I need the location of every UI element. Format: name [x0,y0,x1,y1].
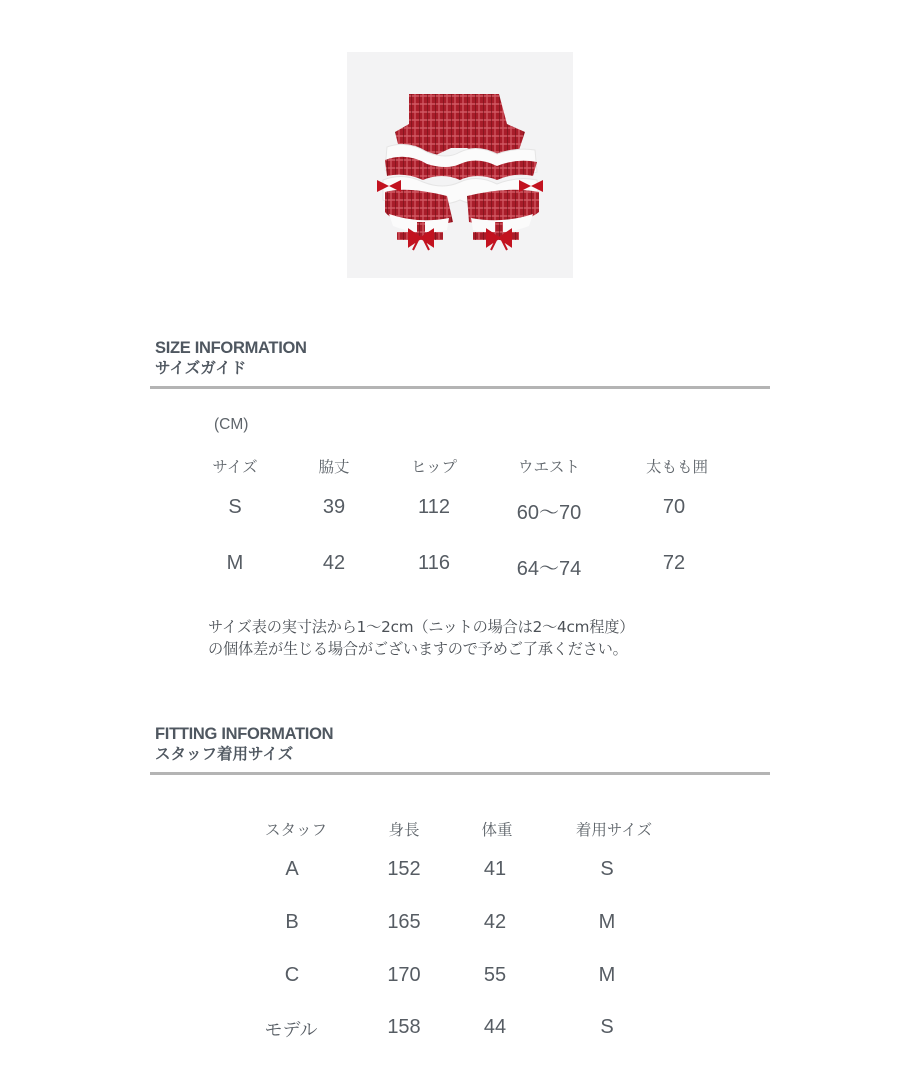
size-cell: S [228,496,242,518]
fitting-info-title-jp: スタッフ着用サイズ [155,745,294,763]
fitting-info-title-en: FITTING INFORMATION [155,725,334,743]
size-col-header: 太もも囲 [645,458,709,476]
fitting-cell: M [598,964,616,986]
size-cell: 70 [662,496,686,518]
size-cell: 72 [662,552,686,574]
fitting-cell: 165 [387,911,421,933]
fitting-col-header: スタッフ [264,821,328,839]
fitting-cell: B [285,911,299,933]
fitting-cell: M [598,911,616,933]
fitting-cell: S [600,1016,614,1038]
size-note-line1: サイズ表の実寸法から1〜2cm（ニットの場合は2〜4cm程度） [208,618,635,636]
size-col-header: ウエスト [517,458,581,476]
fitting-cell: A [285,858,299,880]
unit-label: (CM) [214,416,249,433]
fitting-cell: 152 [387,858,421,880]
fitting-cell: 55 [483,964,507,986]
size-cell: 64〜74 [516,558,582,580]
size-cell: 60〜70 [516,502,582,524]
size-cell: 112 [418,496,450,518]
fitting-cell: 41 [483,858,507,880]
size-info-heading [155,338,307,378]
size-col-header: サイズ [212,458,258,476]
size-cell: 116 [418,552,450,574]
fitting-cell: 42 [483,911,507,933]
size-cell: 39 [322,496,346,518]
fitting-info-heading [155,724,333,764]
size-info-title-en: SIZE INFORMATION [155,339,307,357]
fitting-col-header: 体重 [481,821,513,839]
size-col-header: ヒップ [410,458,458,476]
size-note [208,616,634,660]
fitting-cell: S [600,858,614,880]
fitting-col-header: 着用サイズ [575,821,653,839]
fitting-cell: 170 [387,964,421,986]
section-divider [150,386,770,389]
product-image [347,52,573,278]
bloomers-illustration [347,52,573,278]
fitting-cell: モデル [264,1020,318,1040]
size-info-title-jp: サイズガイド [155,359,247,377]
size-note-line2: の個体差が生じる場合がございますので予めご了承ください。 [208,640,628,658]
fitting-cell: 44 [483,1016,507,1038]
size-col-header: 脇丈 [318,458,350,476]
fitting-cell: C [284,964,300,986]
section-divider [150,772,770,775]
fitting-cell: 158 [387,1016,421,1038]
fitting-col-header: 身長 [388,821,420,839]
size-cell: M [226,552,244,574]
size-cell: 42 [322,552,346,574]
